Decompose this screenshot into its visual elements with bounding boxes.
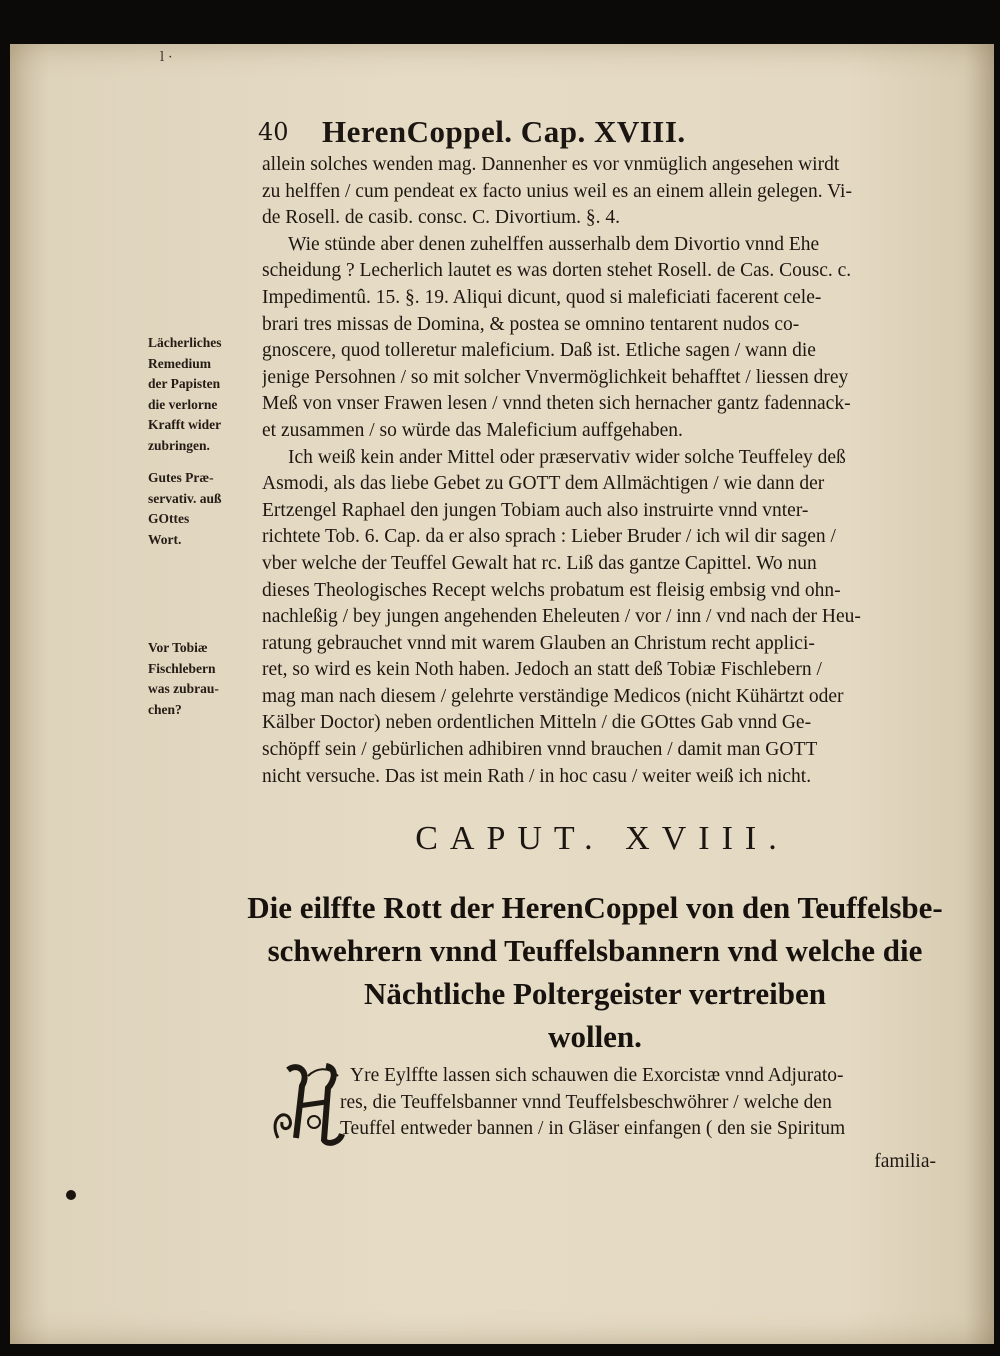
- margin-note-line: Wort.: [148, 531, 182, 547]
- body-line: Kälber Doctor) neben ordentlichen Mitteln / die GOttes Gab vnnd Ge-: [262, 712, 812, 734]
- page-number: 40: [258, 118, 289, 146]
- body-line: gnoscere, quod tolleretur maleficium. Daß ist. Etliche sagen / wann die: [262, 340, 816, 362]
- body-line: nachleßig / bey jungen angehenden Eheleuten / vor / inn / vnd nach der Heu-: [262, 606, 861, 628]
- body-line: et zusammen / so würde das Maleficium auffgehaben.: [262, 419, 683, 441]
- page-header: [258, 112, 818, 152]
- body-line: Ich weiß kein ander Mittel oder præservativ wider solche Teuffeley deß: [288, 446, 846, 468]
- chapter-title-line: wollen.: [548, 1019, 642, 1054]
- body-line: ret, so wird es kein Noth haben. Jedoch an statt deß Tobiæ Fischlebern /: [262, 659, 822, 681]
- body-line: Asmodi, als das liebe Gebet zu GOTT dem Allmächtigen / wie dann der: [262, 473, 825, 495]
- margin-note-line: servativ. auß: [148, 490, 222, 506]
- body-line: schöpff sein / gebürlichen adhibiren vnnd brauchen / damit man GOTT: [262, 739, 818, 761]
- margin-note: [148, 333, 263, 456]
- margin-note: [148, 468, 263, 550]
- body-line: scheidung ? Lecherlich lautet es was dorten stehet Rosell. de Cas. Cousc. c.: [262, 260, 852, 282]
- body-line: jenige Persohnen / so mit solcher Vnvermöglichkeit behafftet / liessen drey: [262, 366, 849, 388]
- margin-note: [148, 638, 263, 720]
- chapter-title: [245, 886, 945, 1058]
- margin-note-line: Krafft wider: [148, 417, 222, 432]
- margin-note-line: Fischlebern: [148, 660, 216, 676]
- margin-note-line: Vor Tobiæ: [148, 640, 208, 655]
- body-line: ratung gebrauchet vnnd mit warem Glauben an Christum recht applici-: [262, 632, 815, 654]
- body-line: nicht versuche. Das ist mein Rath / in hoc casu / weiter weiß ich nicht.: [262, 765, 812, 787]
- body-line: Meß von vnser Frawen lesen / vnnd theten sich hernacher gantz fadennack-: [262, 393, 851, 415]
- margin-note-line: was zubrau-: [148, 681, 219, 696]
- margin-note-line: Gutes Præ-: [148, 470, 214, 485]
- chapter-title-line: Nächtliche Poltergeister vertreiben: [364, 976, 826, 1011]
- body-line: zu helffen / cum pendeat ex facto unius weil es an einem allein gelegen. Vi-: [262, 180, 852, 202]
- body-line: Teuffel entweder bannen / in Gläser einfangen ( den sie Spiritum: [340, 1118, 846, 1140]
- margin-note-line: die verlorne: [148, 396, 218, 412]
- margin-note-line: zubringen.: [148, 437, 210, 453]
- body-line: vber welche der Teuffel Gewalt hat rc. Liß das gantze Capittel. Wo nun: [262, 552, 817, 574]
- body-line: dieses Theologisches Recept welchs probatum est fleisig embsig vnd ohn-: [262, 579, 841, 601]
- margin-note-line: Remedium: [148, 355, 211, 371]
- body-line: Yre Eylffte lassen sich schauwen die Exorcistæ vnnd Adjurato-: [350, 1065, 844, 1086]
- margin-note-line: chen?: [148, 701, 182, 717]
- margin-note-line: Lächerliches: [148, 335, 222, 350]
- chapter-opening-text: [340, 1063, 940, 1143]
- ink-dot: [66, 1190, 76, 1200]
- body-line: brari tres missas de Domina, & postea se omnino tentarent nudos co-: [262, 313, 800, 335]
- body-line: res, die Teuffelsbanner vnnd Teuffelsbeschwöhrer / welche den: [340, 1091, 832, 1113]
- body-line: Wie stünde aber denen zuhelffen ausserhalb dem Divortio vnnd Ehe: [288, 233, 820, 255]
- chapter-title-line: schwehrern vnnd Teuffelsbannern vnd welche die: [267, 933, 923, 968]
- running-head: HerenCoppel. Cap. XVIII.: [322, 114, 686, 149]
- top-mark: l ·: [160, 50, 173, 65]
- body-text: [262, 152, 950, 790]
- body-line: Impedimentû. 15. §. 19. Aliqui dicunt, quod si maleficiati facerent cele-: [262, 286, 822, 308]
- body-line: allein solches wenden mag. Dannenher es vor vnmüglich angesehen wirdt: [262, 154, 840, 175]
- body-line: richtete Tob. 6. Cap. da er also sprach : Lieber Bruder / ich wil dir sagen /: [262, 526, 836, 548]
- body-line: Ertzengel Raphael den jungen Tobiam auch also instruirte vnnd vnter-: [262, 499, 809, 521]
- chapter-heading: CAPUT. XVIII.: [415, 820, 789, 857]
- chapter-title-line: Die eilffte Rott der HerenCoppel von den Teuffelsbe-: [247, 890, 943, 925]
- initial-letter: H: [308, 1107, 317, 1121]
- body-line: mag man nach diesem / gelehrte verständige Medicos (nicht Kühärtzt oder: [262, 685, 844, 707]
- margin-note-line: GOttes: [148, 511, 190, 526]
- body-line: de Rosell. de casib. consc. C. Divortium. §. 4.: [262, 207, 620, 229]
- decorated-initial: [268, 1058, 348, 1148]
- margin-note-line: der Papisten: [148, 376, 221, 391]
- catchword: familia-: [874, 1151, 936, 1172]
